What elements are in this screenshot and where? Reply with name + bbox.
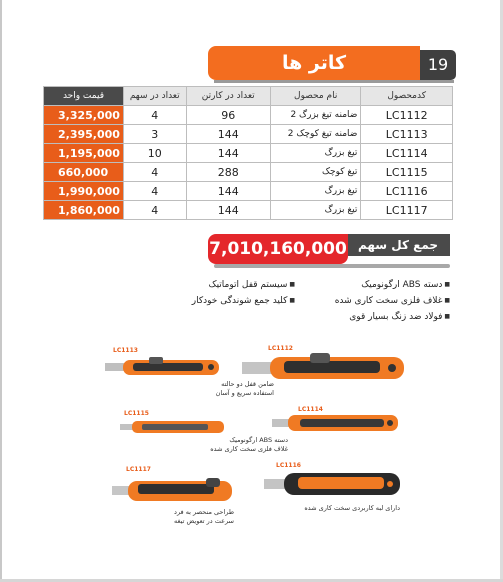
- name-cell: 2 ضامنه تیغ بزرگ: [270, 106, 360, 125]
- table-row: [44, 201, 453, 220]
- note-line: استفاده سریع و آسان: [215, 389, 274, 397]
- per-share-cell: 4: [123, 106, 186, 125]
- note-line: غلاف فلزی سخت کاری شده: [210, 445, 288, 453]
- code-cell: LC1112: [361, 106, 453, 125]
- price-cell: 660,000: [44, 163, 124, 182]
- product-code-label: LC1112: [268, 345, 293, 352]
- per-carton-cell: 288: [186, 163, 270, 182]
- col-header-per-share: تعداد در سهم: [123, 87, 186, 106]
- name-cell: 2 ضامنه تیغ کوچک: [270, 125, 360, 144]
- title-underline: [214, 80, 454, 83]
- code-cell: LC1117: [361, 201, 453, 220]
- per-share-cell: 4: [123, 201, 186, 220]
- total-value: 7,010,160,000: [208, 234, 348, 264]
- product-code-label: LC1117: [126, 466, 151, 473]
- price-cell: 1,195,000: [44, 144, 124, 163]
- price-cell: 1,990,000: [44, 182, 124, 201]
- code-cell: LC1116: [361, 182, 453, 201]
- note-line: دارای لبه کاربردی سخت کاری شده: [304, 504, 400, 512]
- table-row: [44, 106, 453, 125]
- product-note: [270, 504, 400, 513]
- code-cell: LC1113: [361, 125, 453, 144]
- code-cell: LC1114: [361, 144, 453, 163]
- note-line: سرعت در تعویض تیغه: [174, 517, 234, 525]
- cutter-lc1113-image: [103, 354, 225, 382]
- feature-item: ■ کلید جمع شوندگی خودکار: [145, 294, 295, 308]
- per-carton-cell: 144: [186, 144, 270, 163]
- per-share-cell: 10: [123, 144, 186, 163]
- name-cell: تیغ کوچک: [270, 163, 360, 182]
- per-carton-cell: 144: [186, 182, 270, 201]
- per-carton-cell: 144: [186, 201, 270, 220]
- per-share-cell: 3: [123, 125, 186, 144]
- feature-item: ■ فولاد ضد زنگ بسیار قوی: [300, 310, 450, 324]
- product-note: [200, 436, 288, 454]
- name-cell: تیغ بزرگ: [270, 182, 360, 201]
- table-row: [44, 182, 453, 201]
- note-line: دسته ABS ارگونومیک: [229, 436, 288, 444]
- per-carton-cell: 96: [186, 106, 270, 125]
- name-cell: تیغ بزرگ: [270, 201, 360, 220]
- price-cell: 3,325,000: [44, 106, 124, 125]
- code-cell: LC1115: [361, 163, 453, 182]
- table-row: [44, 144, 453, 163]
- name-cell: تیغ بزرگ: [270, 144, 360, 163]
- feature-item: ■ دسته ABS ارگونومیک: [300, 278, 450, 292]
- col-header-code: کدمحصول: [361, 87, 453, 106]
- cutter-lc1117-image: [110, 474, 236, 508]
- price-cell: 1,860,000: [44, 201, 124, 220]
- feature-list-right: [300, 278, 450, 326]
- per-carton-cell: 144: [186, 125, 270, 144]
- feature-item: ■ غلاف فلزی سخت کاری شده: [300, 294, 450, 308]
- product-code-label: LC1115: [124, 410, 149, 417]
- col-header-price: قیمت واحد: [44, 87, 124, 106]
- note-line: ضامن قفل دو حالته: [221, 380, 274, 388]
- table-row: [44, 163, 453, 182]
- product-code-label: LC1114: [298, 406, 323, 413]
- table-row: [44, 125, 453, 144]
- feature-item: ■ سیستم قفل اتوماتیک: [145, 278, 295, 292]
- cutter-lc1114-image: [270, 412, 402, 434]
- total-shadow: [214, 264, 450, 268]
- page-title: کاتر ها: [208, 46, 420, 80]
- note-line: طراحی منحصر به فرد: [174, 508, 234, 516]
- per-share-cell: 4: [123, 163, 186, 182]
- feature-list-left: [145, 278, 295, 310]
- per-share-cell: 4: [123, 182, 186, 201]
- cutter-lc1112-image: [240, 350, 410, 386]
- product-note: [148, 508, 234, 526]
- col-header-name: نام محصول: [270, 87, 360, 106]
- page-border-left: [0, 0, 2, 582]
- col-header-per-carton: تعداد در کارتن: [186, 87, 270, 106]
- cutter-lc1116-image: [262, 468, 404, 500]
- table-header-row: [44, 87, 453, 106]
- cutter-lc1115-image: [118, 418, 228, 436]
- page-number: 19: [420, 50, 456, 80]
- product-code-label: LC1113: [113, 347, 138, 354]
- product-code-label: LC1116: [276, 462, 301, 469]
- price-cell: 2,395,000: [44, 125, 124, 144]
- total-label: جمع کل سهم: [346, 234, 450, 256]
- price-table: [43, 86, 453, 220]
